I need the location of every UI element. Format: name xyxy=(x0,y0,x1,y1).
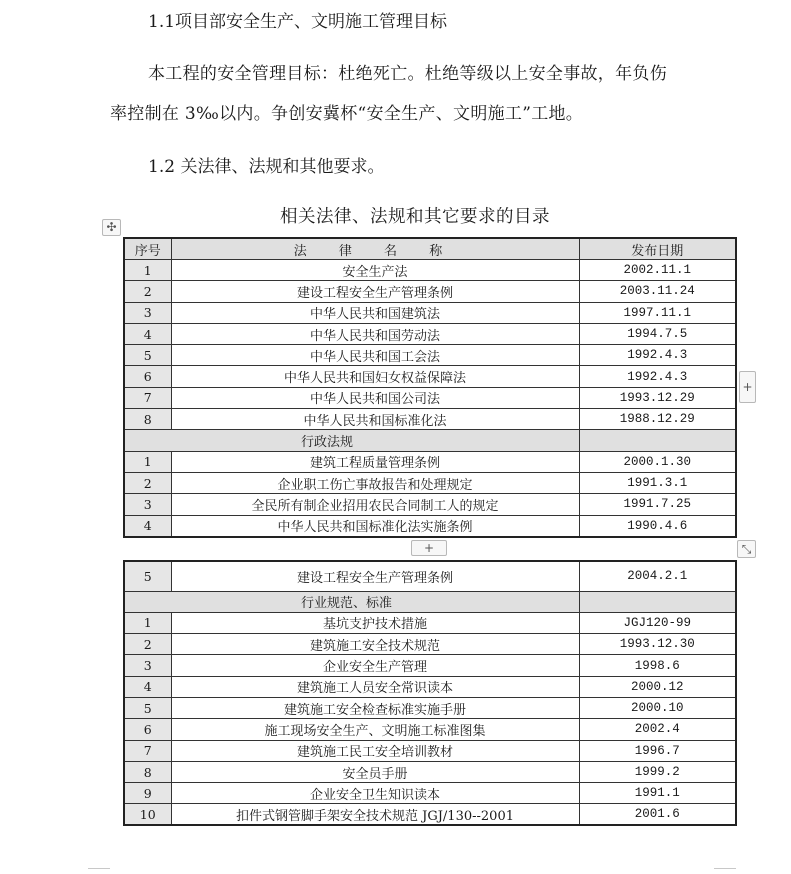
row-date: 2001.6 xyxy=(579,804,736,826)
row-name: 中华人民共和国妇女权益保障法 xyxy=(171,366,579,387)
table-row xyxy=(124,561,736,591)
table-row xyxy=(124,451,736,472)
table-move-handle-icon[interactable]: ✣ xyxy=(102,219,121,236)
row-name: 全民所有制企业招用农民合同制工人的规定 xyxy=(171,494,579,515)
row-no: 4 xyxy=(124,323,171,344)
row-no: 5 xyxy=(124,697,171,718)
table-row xyxy=(124,409,736,430)
row-no: 1 xyxy=(124,260,171,281)
header-cell-name: 法 律 名 称 xyxy=(171,238,579,260)
table-row xyxy=(124,697,736,718)
table-row xyxy=(124,323,736,344)
row-date: 1999.2 xyxy=(579,761,736,782)
row-no: 3 xyxy=(124,655,171,676)
row-date: 1993.12.29 xyxy=(579,387,736,408)
row-name: 建设工程安全生产管理条例 xyxy=(171,561,579,591)
section-row-admin xyxy=(124,430,736,451)
row-name: 安全生产法 xyxy=(171,260,579,281)
row-no: 3 xyxy=(124,494,171,515)
row-date: 1991.7.25 xyxy=(579,494,736,515)
table-row xyxy=(124,804,736,826)
row-no: 7 xyxy=(124,387,171,408)
row-date: JGJ120-99 xyxy=(579,612,736,633)
row-date: 2002.11.1 xyxy=(579,260,736,281)
table-row xyxy=(124,655,736,676)
row-date: 2004.2.1 xyxy=(579,561,736,591)
row-name: 建筑施工民工安全培训教材 xyxy=(171,740,579,761)
row-no: 1 xyxy=(124,451,171,472)
section-label: 行政法规 xyxy=(124,430,579,451)
row-name: 中华人民共和国标准化法实施条例 xyxy=(171,515,579,537)
add-column-button[interactable]: + xyxy=(739,371,756,403)
header-cell-date: 发布日期 xyxy=(579,238,736,260)
row-name: 建筑施工人员安全常识读本 xyxy=(171,676,579,697)
table-row xyxy=(124,260,736,281)
row-name: 建筑施工安全技术规范 xyxy=(171,634,579,655)
row-name: 中华人民共和国公司法 xyxy=(171,387,579,408)
table-row xyxy=(124,761,736,782)
table-row xyxy=(124,612,736,633)
row-name: 企业职工伤亡事故报告和处理规定 xyxy=(171,472,579,493)
table-row xyxy=(124,345,736,366)
row-name: 建筑工程质量管理条例 xyxy=(171,451,579,472)
row-date: 1991.1 xyxy=(579,783,736,804)
table-row xyxy=(124,472,736,493)
row-no: 6 xyxy=(124,719,171,740)
row-date: 1988.12.29 xyxy=(579,409,736,430)
row-date: 2000.12 xyxy=(579,676,736,697)
row-name: 扣件式钢管脚手架安全技术规范 JGJ/130--2001 xyxy=(171,804,579,826)
row-name: 施工现场安全生产、文明施工标准图集 xyxy=(171,719,579,740)
table-row xyxy=(124,515,736,537)
row-date: 2000.1.30 xyxy=(579,451,736,472)
table-resize-handle-icon[interactable]: ⤡ xyxy=(737,540,756,558)
row-no: 5 xyxy=(124,345,171,366)
table-row xyxy=(124,719,736,740)
table-row xyxy=(124,740,736,761)
section-empty-cell xyxy=(579,591,736,612)
row-name: 基坑支护技术措施 xyxy=(171,612,579,633)
section-heading-1-1: 1.1项目部安全生产、文明施工管理目标 xyxy=(148,12,448,32)
header-cell-no: 序号 xyxy=(124,238,171,260)
row-date: 1994.7.5 xyxy=(579,323,736,344)
row-no: 2 xyxy=(124,472,171,493)
row-date: 2000.10 xyxy=(579,697,736,718)
row-no: 7 xyxy=(124,740,171,761)
row-name: 中华人民共和国劳动法 xyxy=(171,323,579,344)
table-title: 相关法律、法规和其它要求的目录 xyxy=(280,207,550,227)
row-date: 1991.3.1 xyxy=(579,472,736,493)
safety-goal-paragraph-line-1: 本工程的安全管理目标：杜绝死亡。杜绝等级以上安全事故，年负伤 xyxy=(148,64,667,84)
table-row xyxy=(124,281,736,302)
row-no: 2 xyxy=(124,634,171,655)
table-row xyxy=(124,634,736,655)
row-date: 1997.11.1 xyxy=(579,302,736,323)
add-row-button[interactable]: + xyxy=(411,540,447,556)
row-date: 2003.11.24 xyxy=(579,281,736,302)
safety-goal-paragraph-line-2: 率控制在 3‰以内。争创安冀杯“安全生产、文明施工”工地。 xyxy=(110,104,584,124)
row-name: 建设工程安全生产管理条例 xyxy=(171,281,579,302)
row-date: 1992.4.3 xyxy=(579,366,736,387)
section-row-industry xyxy=(124,591,736,612)
table-row xyxy=(124,302,736,323)
page-corner-mark-left xyxy=(88,868,110,869)
section-heading-1-2: 1.2 关法律、法规和其他要求。 xyxy=(148,157,385,177)
row-date: 1998.6 xyxy=(579,655,736,676)
table-row xyxy=(124,366,736,387)
table-row xyxy=(124,783,736,804)
row-date: 2002.4 xyxy=(579,719,736,740)
row-date: 1992.4.3 xyxy=(579,345,736,366)
row-no: 3 xyxy=(124,302,171,323)
row-no: 4 xyxy=(124,676,171,697)
section-label: 行业规范、标准 xyxy=(124,591,579,612)
row-name: 建筑施工安全检查标准实施手册 xyxy=(171,697,579,718)
row-no: 9 xyxy=(124,783,171,804)
row-date: 1990.4.6 xyxy=(579,515,736,537)
table-row xyxy=(124,387,736,408)
regulations-table-continued xyxy=(123,560,737,826)
page-corner-mark-right xyxy=(714,868,736,869)
row-no: 1 xyxy=(124,612,171,633)
row-no: 8 xyxy=(124,761,171,782)
row-name: 企业安全卫生知识读本 xyxy=(171,783,579,804)
row-no: 4 xyxy=(124,515,171,537)
table-row xyxy=(124,676,736,697)
row-date: 1993.12.30 xyxy=(579,634,736,655)
row-name: 安全员手册 xyxy=(171,761,579,782)
table-header-row xyxy=(124,238,736,260)
row-no: 2 xyxy=(124,281,171,302)
row-no: 5 xyxy=(124,561,171,591)
table-row xyxy=(124,494,736,515)
row-no: 10 xyxy=(124,804,171,826)
row-no: 8 xyxy=(124,409,171,430)
row-name: 企业安全生产管理 xyxy=(171,655,579,676)
row-date: 1996.7 xyxy=(579,740,736,761)
row-name: 中华人民共和国工会法 xyxy=(171,345,579,366)
regulations-table xyxy=(123,237,737,538)
section-empty-cell xyxy=(579,430,736,451)
row-name: 中华人民共和国标准化法 xyxy=(171,409,579,430)
row-name: 中华人民共和国建筑法 xyxy=(171,302,579,323)
row-no: 6 xyxy=(124,366,171,387)
